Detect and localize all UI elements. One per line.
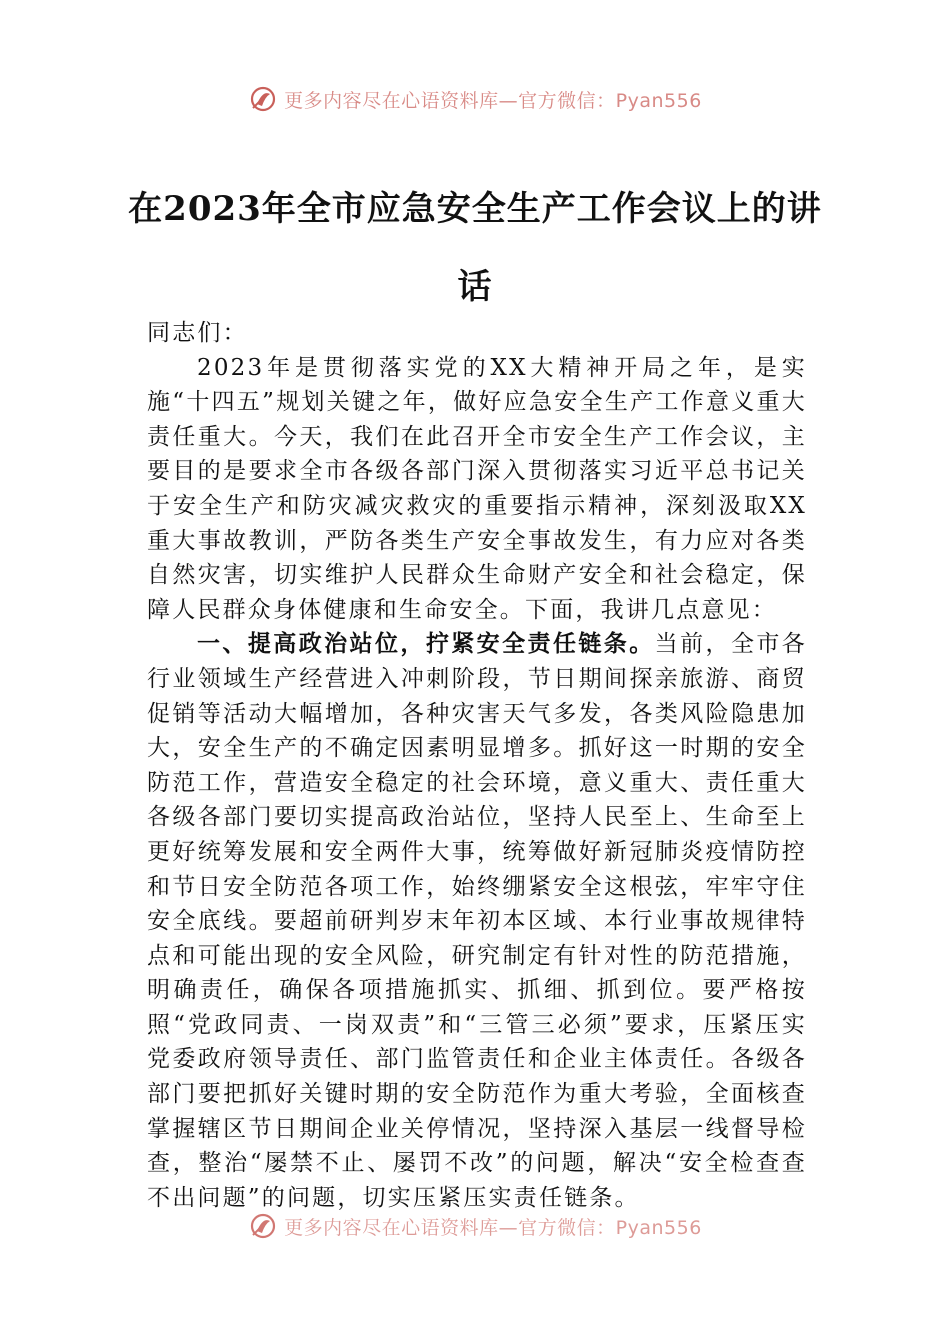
section-1-paragraph [147,627,807,1215]
document-title: 在2023年全市应急安全生产工作会议上的讲话 [128,189,822,307]
document-body [147,316,807,1215]
salutation: 同志们： [147,320,248,346]
section-1-heading: 一、提高政治站位，拧紧安全责任链条。 [197,631,655,658]
watermark-logo-icon [248,84,278,114]
watermark-bottom [0,1211,950,1241]
watermark-top [0,84,950,114]
watermark-text: 更多内容尽在心语资料库—官方微信：Pyan556 [284,89,702,112]
intro-paragraph: 2023年是贯彻落实党的XX大精神开局之年，是实施“十四五”规划关键之年，做好应急安全生产工作意义重大责任重大。今天，我们在此召开全市安全生产工作会议，主要目的是要求全市各级各部门深入贯彻落实习近平总书记关于安全生产和防灾减灾救灾的重要指示精神，深刻汲取XX重大事故教训，严防各类生产安全事故发生，有力应对各类自然灾害，切实维护人民群众生命财产安全和社会稳定，保障人民群众身体健康和生命安全。下面，我讲几点意见： [147,354,807,623]
watermark-text: 更多内容尽在心语资料库—官方微信：Pyan556 [284,1216,702,1239]
watermark-logo-icon [248,1211,278,1241]
section-1-body: 当前，全市各行业领域生产经营进入冲刺阶段，节日期间探亲旅游、商贸促销等活动大幅增加，各种灾害天气多发，各类风险隐患加大，安全生产的不确定因素明显增多。抓好这一时期的安全防范工作，营造安全稳定的社会环境，意义重大、责任重大各级各部门要切实提高政治站位，坚持人民至上、生命至上更好统筹发展和安全两件大事，统筹做好新冠肺炎疫情防控和节日安全防范各项工作，始终绷紧安全这根弦，牢牢守住安全底线。要超前研判岁末年初本区域、本行业事故规律特点和可能出现的安全风险，研究制定有针对性的防范措施，明确责任，确保各项措施抓实、抓细、抓到位。要严格按照“党政同责、一岗双责”和“三管三必须”要求，压紧压实党委政府领导责任、部门监管责任和企业主体责任。各级各部门要把抓好关键时期的安全防范作为重大考验，全面核查掌握辖区节日期间企业关停情况，坚持深入基层一线督导检查，整治“屡禁不止、屡罚不改”的问题，解决“安全检查查不出问题”的问题，切实压紧压实责任链条。 [147,631,807,1211]
